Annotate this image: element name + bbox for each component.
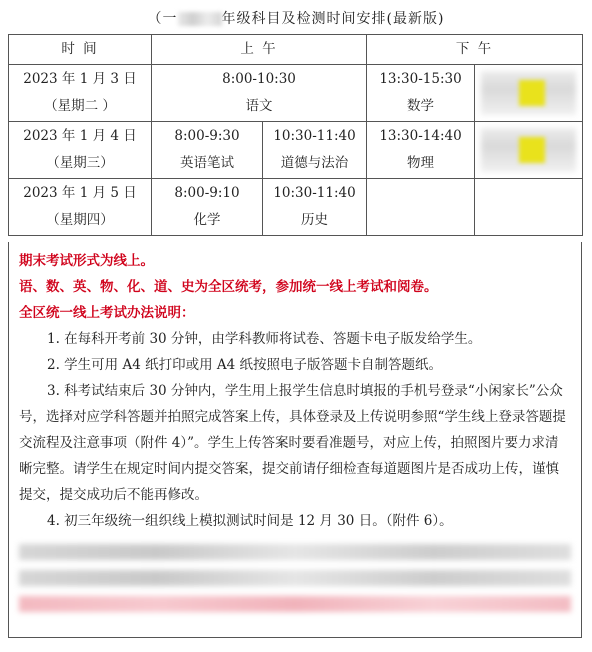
header-afternoon: 下 午 [367, 35, 583, 65]
document-title [0, 8, 592, 28]
afternoon-exam-cell [367, 179, 475, 236]
exam-time: 8:00-10:30 [222, 71, 296, 87]
highlight-mark [519, 137, 545, 163]
morning-exam-cell [263, 122, 367, 179]
morning-exam-cell [152, 179, 263, 236]
exam-time: 8:00-9:10 [174, 185, 240, 201]
notice-unified: 语、数、英、物、化、道、史为全区统考，参加统一线上考试和阅卷。 [19, 279, 438, 295]
redacted-cell [475, 65, 583, 122]
instruction-item: 3. 科考试结束后 30 分钟内，学生用上报学生信息时填报的手机号登录“小闲家长”公众号，选择对应学科答题并拍照完成答案上传，具体登录及上传说明参照“学生线上登录答题提交流程及注意事项（附件 4）”。学生上传答案时要看准题号，对应上传，拍照图片要力求清晰完整。请学生在规定时间内提交答案，提交前请仔细检查每道题图片是否成功上传，谨慎提交，提交成功后不能再修改。 [19, 383, 566, 503]
redacted-grade [178, 12, 222, 26]
weekday-text: （星期二 ） [44, 98, 116, 114]
afternoon-exam-cell [367, 65, 475, 122]
empty-cell [475, 179, 583, 236]
instruction-item: 4. 初三年级统一组织线上模拟测试时间是 12 月 30 日。（附件 6）。 [47, 513, 453, 529]
notice-heading: 全区统一线上考试办法说明： [19, 305, 195, 321]
notice-online: 期末考试形式为线上。 [19, 253, 154, 269]
table-row [9, 179, 583, 236]
exam-subject: 物理 [407, 155, 435, 171]
weekday-text: （星期三） [46, 155, 114, 171]
morning-exam-cell [263, 179, 367, 236]
table-row [9, 122, 583, 179]
redacted-cell [475, 122, 583, 179]
weekday-text: （星期四） [46, 212, 114, 228]
highlight-mark [519, 80, 545, 106]
exam-time: 8:00-9:30 [174, 128, 240, 144]
schedule-table [8, 34, 583, 236]
exam-subject: 化学 [193, 212, 221, 228]
morning-exam-cell [152, 122, 263, 179]
title-prefix: （一 [147, 11, 178, 27]
exam-time: 13:30-15:30 [379, 71, 462, 87]
exam-time: 10:30-11:40 [273, 185, 356, 201]
redacted-line [19, 596, 571, 612]
date-cell [9, 179, 152, 236]
exam-subject: 语文 [245, 98, 273, 114]
instruction-item: 1. 在每科开考前 30 分钟，由学科教师将试卷、答题卡电子版发给学生。 [47, 331, 482, 347]
exam-time: 10:30-11:40 [273, 128, 356, 144]
exam-subject: 历史 [301, 212, 328, 228]
header-time: 时 间 [9, 35, 152, 65]
date-cell [9, 65, 152, 122]
exam-subject: 道德与法治 [280, 155, 349, 171]
exam-time: 13:30-14:40 [379, 128, 462, 144]
exam-instructions [8, 242, 582, 638]
header-morning: 上 午 [152, 35, 367, 65]
date-text: 2023 年 1 月 5 日 [23, 185, 137, 201]
title-suffix: 年级科目及检测时间安排(最新版) [221, 11, 445, 27]
table-row [9, 65, 583, 122]
date-text: 2023 年 1 月 3 日 [23, 71, 137, 87]
afternoon-exam-cell [367, 122, 475, 179]
date-cell [9, 122, 152, 179]
instruction-item: 2. 学生可用 A4 纸打印或用 A4 纸按照电子版答题卡自制答题纸。 [47, 357, 443, 373]
date-text: 2023 年 1 月 4 日 [23, 128, 137, 144]
exam-subject: 英语笔试 [180, 155, 234, 171]
table-header-row [9, 35, 583, 65]
exam-subject: 数学 [407, 98, 435, 114]
redacted-line [19, 570, 571, 586]
redacted-line [19, 544, 571, 560]
morning-exam-cell [152, 65, 367, 122]
